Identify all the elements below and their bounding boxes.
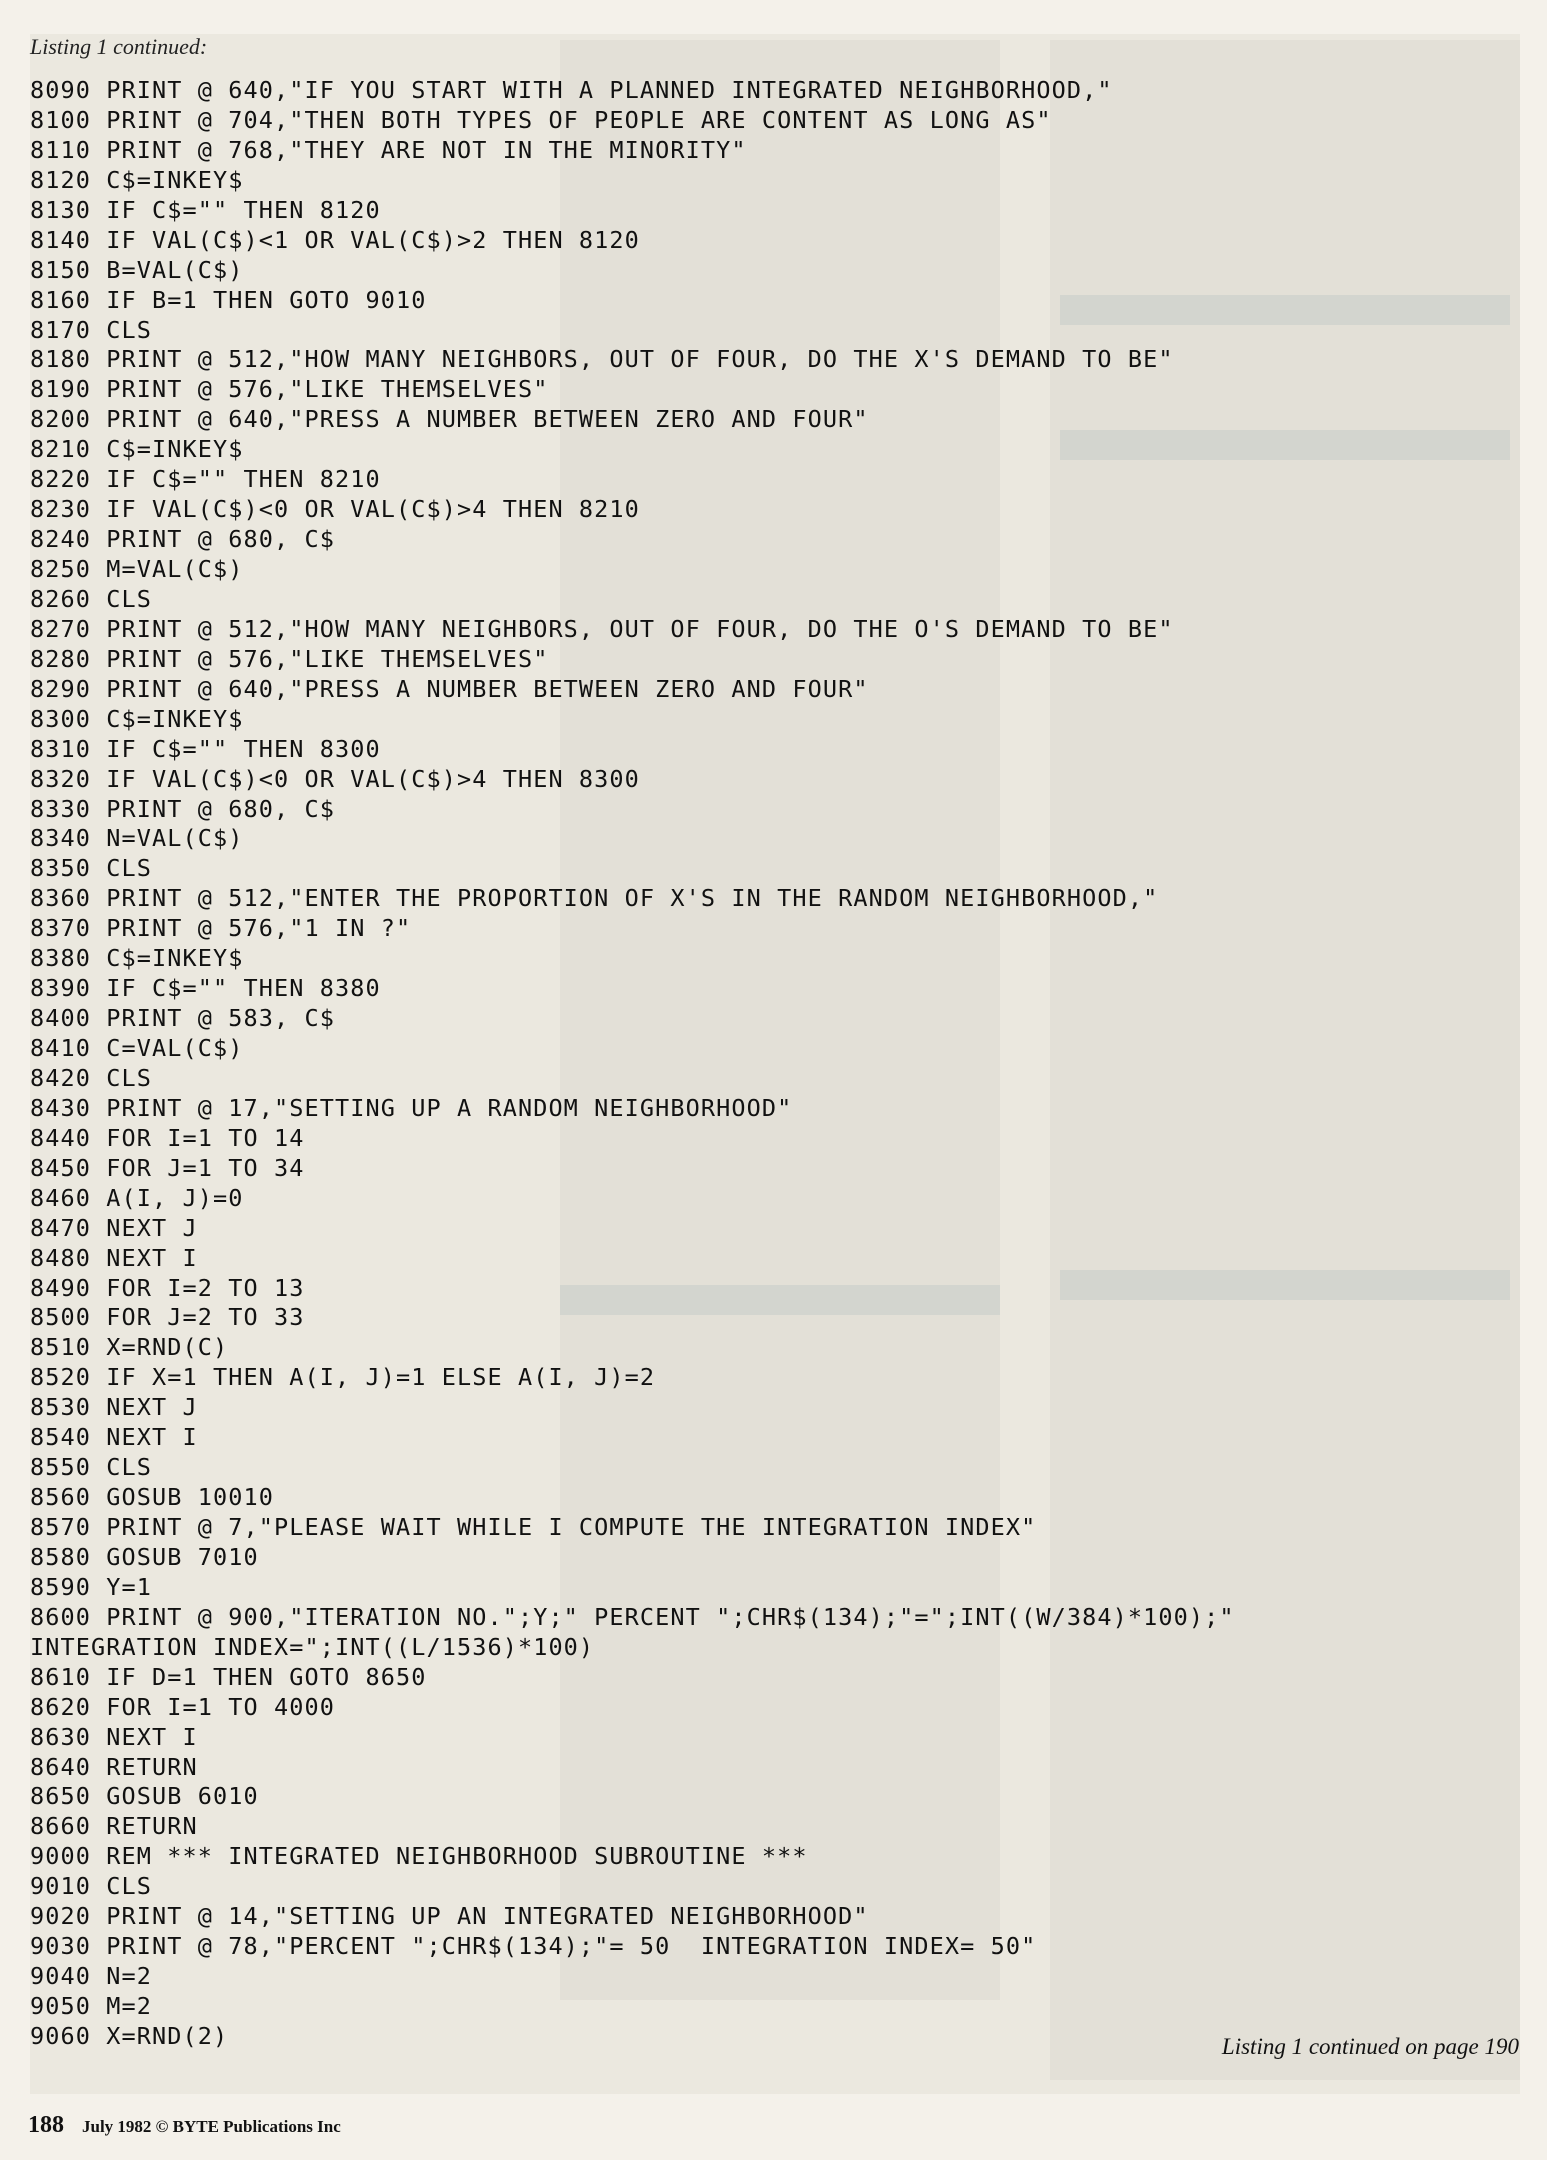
code-line: 8260 CLS: [30, 584, 152, 613]
code-line: 8450 FOR J=1 TO 34: [30, 1153, 305, 1182]
code-line: 8330 PRINT @ 680, C$: [30, 794, 335, 823]
code-line: 8410 C=VAL(C$): [30, 1034, 244, 1062]
code-line: 9030 PRINT @ 78,"PERCENT ";CHR$(134);"= 50 INTEGRATION INDEX= 50": [30, 1932, 1037, 1961]
page-folio: [28, 2112, 341, 2139]
code-line: 8160 IF B=1 THEN GOTO 9010: [30, 285, 427, 314]
code-line: 9010 CLS: [30, 1872, 152, 1901]
code-line: 8210 C$=INKEY$: [30, 435, 244, 464]
code-line: 8180 PRINT @ 512,"HOW MANY NEIGHBORS, OUT OF FOUR, DO THE X'S DEMAND TO BE": [30, 345, 1174, 374]
code-line: 8270 PRINT @ 512,"HOW MANY NEIGHBORS, OUT OF FOUR, DO THE O'S DEMAND TO BE": [30, 614, 1174, 643]
code-line: 8480 NEXT I: [30, 1243, 198, 1272]
code-line: 8500 FOR J=2 TO 33: [30, 1303, 305, 1332]
code-line: 8290 PRINT @ 640,"PRESS A NUMBER BETWEEN ZERO AND FOUR": [30, 674, 869, 703]
code-line: 8580 GOSUB 7010: [30, 1542, 259, 1571]
code-line: 8520 IF X=1 THEN A(I, J)=1 ELSE A(I, J)=2: [30, 1363, 656, 1392]
code-line: 8660 RETURN: [30, 1812, 198, 1841]
code-line: 9040 N=2: [30, 1962, 152, 1991]
code-line: 8610 IF D=1 THEN GOTO 8650: [30, 1662, 427, 1691]
code-line: 8540 NEXT I: [30, 1423, 198, 1452]
publication-credit: July 1982 © BYTE Publications Inc: [82, 2117, 341, 2136]
code-line: 8550 CLS: [30, 1453, 152, 1482]
code-line: 8530 NEXT J: [30, 1393, 198, 1422]
code-line: 8130 IF C$="" THEN 8120: [30, 195, 381, 224]
code-line: 8200 PRINT @ 640,"PRESS A NUMBER BETWEEN ZERO AND FOUR": [30, 405, 869, 434]
code-listing: [30, 76, 1520, 2052]
code-line: 8190 PRINT @ 576,"LIKE THEMSELVES": [30, 375, 549, 404]
code-line: 8430 PRINT @ 17,"SETTING UP A RANDOM NEIGHBORHOOD": [30, 1093, 793, 1122]
code-line: 8280 PRINT @ 576,"LIKE THEMSELVES": [30, 644, 549, 673]
code-line: 8620 FOR I=1 TO 4000: [30, 1692, 335, 1721]
code-line: 8320 IF VAL(C$)<0 OR VAL(C$)>4 THEN 8300: [30, 764, 640, 793]
code-line: 8100 PRINT @ 704,"THEN BOTH TYPES OF PEOPLE ARE CONTENT AS LONG AS": [30, 105, 1052, 134]
code-line: 8490 FOR I=2 TO 13: [30, 1273, 305, 1302]
code-line: 8380 C$=INKEY$: [30, 944, 244, 973]
code-line: 8630 NEXT I: [30, 1722, 198, 1751]
listing-header: Listing 1 continued:: [30, 34, 208, 59]
code-line: 8150 B=VAL(C$): [30, 255, 244, 284]
code-line: 8220 IF C$="" THEN 8210: [30, 465, 381, 494]
code-line: 9060 X=RND(2): [30, 2021, 229, 2050]
code-line: 8650 GOSUB 6010: [30, 1782, 259, 1811]
code-line: 8370 PRINT @ 576,"1 IN ?": [30, 914, 412, 943]
code-line: 8170 CLS: [30, 315, 152, 344]
code-line: 8350 CLS: [30, 854, 152, 883]
code-line: 8560 GOSUB 10010: [30, 1483, 274, 1512]
code-line: 8570 PRINT @ 7,"PLEASE WAIT WHILE I COMPUTE THE INTEGRATION INDEX": [30, 1513, 1037, 1541]
code-line: 9000 REM *** INTEGRATED NEIGHBORHOOD SUBROUTINE ***: [30, 1842, 808, 1871]
code-line: 8090 PRINT @ 640,"IF YOU START WITH A PLANNED INTEGRATED NEIGHBORHOOD,": [30, 76, 1113, 104]
code-line: 8120 C$=INKEY$: [30, 165, 244, 194]
code-line: 8460 A(I, J)=0: [30, 1183, 244, 1212]
code-line: 8590 Y=1: [30, 1572, 152, 1601]
code-line: 9020 PRINT @ 14,"SETTING UP AN INTEGRATED NEIGHBORHOOD": [30, 1902, 869, 1931]
code-line: 8300 C$=INKEY$: [30, 704, 244, 733]
code-line: 8600 PRINT @ 900,"ITERATION NO.";Y;" PERCENT ";CHR$(134);"=";INT((W/384)*100);": [30, 1602, 1235, 1631]
code-line: 8440 FOR I=1 TO 14: [30, 1123, 305, 1152]
code-line: 9050 M=2: [30, 1992, 152, 2020]
code-line: 8110 PRINT @ 768,"THEY ARE NOT IN THE MINORITY": [30, 135, 747, 164]
code-line: 8140 IF VAL(C$)<1 OR VAL(C$)>2 THEN 8120: [30, 225, 640, 254]
continued-note: Listing 1 continued on page 190: [1221, 2034, 1519, 2059]
code-line: 8230 IF VAL(C$)<0 OR VAL(C$)>4 THEN 8210: [30, 495, 640, 524]
code-line: 8240 PRINT @ 680, C$: [30, 525, 335, 554]
code-line: 8470 NEXT J: [30, 1213, 198, 1242]
code-line: 8250 M=VAL(C$): [30, 555, 244, 583]
code-line: 8400 PRINT @ 583, C$: [30, 1004, 335, 1033]
page-number: 188: [28, 2112, 64, 2138]
code-line: 8310 IF C$="" THEN 8300: [30, 734, 381, 763]
code-line: 8390 IF C$="" THEN 8380: [30, 974, 381, 1003]
code-line: 8420 CLS: [30, 1063, 152, 1092]
code-line: 8510 X=RND(C): [30, 1333, 229, 1362]
code-line: 8640 RETURN: [30, 1752, 198, 1781]
code-line: 8340 N=VAL(C$): [30, 824, 244, 853]
code-line: INTEGRATION INDEX=";INT((L/1536)*100): [30, 1632, 595, 1661]
code-line: 8360 PRINT @ 512,"ENTER THE PROPORTION OF X'S IN THE RANDOM NEIGHBORHOOD,": [30, 884, 1159, 913]
